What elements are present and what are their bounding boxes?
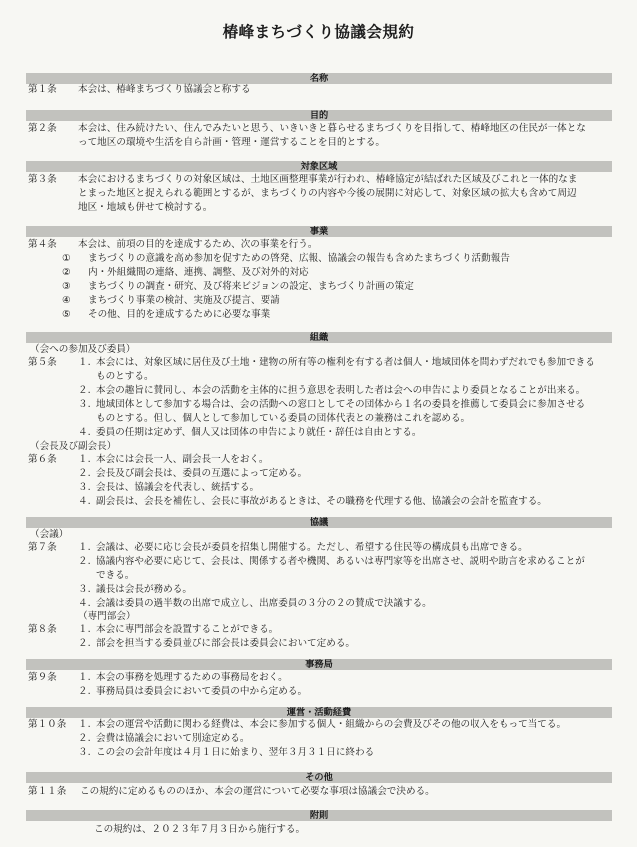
list-item: 会長は、協議会を代表し、統括する。 [96, 482, 260, 493]
list-item: この会の会計年度は４月１日に始まり、翌年３月３１日に終わる [96, 747, 375, 758]
article-text: って地区の環境や生活を自ら計画・管理・運営することを目的とする。 [78, 137, 385, 148]
list-item: 本会の運営や活動に関わる経費は、本会に参加する個人・組織からの会費及びその他の収入をもって当てる。 [96, 719, 567, 730]
list-number: ３. [78, 482, 91, 493]
list-number: ③ [62, 281, 71, 292]
list-number: ① [62, 253, 71, 264]
article-text: とまった地区と捉えられる範囲とするが、まちづくりの内容や今後の展開に対応して、対象区域の拡大も含めて周辺 [78, 188, 577, 199]
list-item: 本会の事務を処理するための事務局をおく。 [96, 672, 288, 683]
article-number: 第６条 [28, 454, 57, 465]
list-item: 本会の趣旨に賛同し、本会の活動を主体的に担う意思を表明した者は会への申告により委員となることが出来る。 [96, 385, 586, 396]
list-item: 本会に専門部会を設置することができる。 [96, 624, 279, 635]
list-number: １. [78, 454, 91, 465]
list-number: ２. [78, 638, 91, 649]
list-number: ２. [78, 686, 91, 697]
list-number: １. [78, 719, 91, 730]
section-heading-purpose: 目的 [26, 110, 612, 121]
section-heading-secretariat: 事務局 [26, 659, 612, 670]
section-heading-area: 対象区域 [26, 161, 612, 172]
article-number: 第３条 [28, 174, 57, 185]
list-number: ２. [78, 385, 91, 396]
list-number: ② [62, 267, 71, 278]
list-item: 内・外組織間の連絡、連携、調整、及び対外的対応 [88, 267, 309, 278]
article-number: 第８条 [28, 624, 57, 635]
list-item: できる。 [96, 570, 135, 581]
subsection-heading: （専門部会） [78, 611, 136, 622]
list-item: 部会を担当する委員並びに部会長は委員会において定める。 [96, 638, 356, 649]
list-number: ２. [78, 733, 91, 744]
list-item: まちづくりの調査・研究、及び将来ビジョンの設定、まちづくり計画の策定 [88, 281, 414, 292]
list-item: 委員の任期は定めず、個人又は団体の申告により就任・辞任は自由とする。 [96, 427, 422, 438]
list-number: ④ [62, 295, 71, 306]
list-item: 事務局員は委員会において委員の中から定める。 [96, 686, 308, 697]
section-heading-supplementary: 附則 [26, 810, 612, 821]
list-number: ３. [78, 584, 91, 595]
list-number: １. [78, 624, 91, 635]
list-number: ４. [78, 427, 91, 438]
list-number: １. [78, 357, 91, 368]
article-text: 本会は、住み続けたい、住んでみたいと思う、いきいきと暮らせるまちづくりを目指して、椿峰地区の住民が一体とな [78, 123, 586, 134]
article-number: 第７条 [28, 542, 57, 553]
subsection-heading: （会への参加及び委員） [30, 344, 136, 355]
list-number: ３. [78, 747, 91, 758]
list-item: 会議は、必要に応じ会長が委員を招集し開催する。ただし、希望する住民等の構成員も出席できる。 [96, 542, 528, 553]
list-item: 副会長は、会長を補佐し、会長に事故があるときは、その職務を代理する他、協議会の会計を監査する。 [96, 496, 547, 507]
article-number: 第５条 [28, 357, 57, 368]
list-item: 協議内容や必要に応じて、会長は、関係する者や機関、あるいは専門家等を出席させ、説明や助言を求めることが [96, 556, 585, 567]
article-text: 本会は、前項の目的を達成するため、次の事業を行う。 [78, 239, 318, 250]
list-item: 本会には会長一人、副会長一人をおく。 [96, 454, 269, 465]
list-item: 会長及び副会長は、委員の互選によって定める。 [96, 468, 308, 479]
list-item: まちづくり事業の検討、実施及び提言、要請 [88, 295, 280, 306]
section-heading-other: その他 [26, 772, 612, 783]
list-item: その他、目的を達成するために必要な事業 [88, 309, 271, 320]
article-text: 本会は、椿峰まちづくり協議会と称する [78, 84, 251, 95]
list-number: ２. [78, 556, 91, 567]
section-heading-projects: 事業 [26, 226, 612, 237]
article-text: 地区・地域も併せて検討する。 [78, 202, 213, 213]
subsection-heading: （会長及び副会長） [30, 441, 117, 452]
article-number: 第１０条 [28, 719, 67, 730]
subsection-heading: （会議） [30, 529, 69, 540]
document-title: 椿峰まちづくり協議会規約 [222, 23, 415, 41]
list-item: 会費は協議会において別途定める。 [96, 733, 250, 744]
list-item: ものとする。 [96, 371, 154, 382]
list-number: ４. [78, 496, 91, 507]
list-item: ものとする。但し、個人として参加している委員の団体代表との兼務はこれを認める。 [96, 413, 471, 424]
list-number: ４. [78, 598, 91, 609]
list-item: 本会には、対象区域に居住及び土地・建物の所有等の権利を有する者は個人・地域団体を問わずだれでも参加できる [96, 357, 595, 368]
list-number: １. [78, 542, 91, 553]
supplementary-text: この規約は、２０２３年７月３日から施行する。 [94, 824, 306, 835]
article-text: 本会におけるまちづくりの対象区域は、土地区画整理事業が行われ、椿峰協定が結ばれた区域及びこれと一体的なま [78, 174, 578, 185]
article-number: 第９条 [28, 672, 57, 683]
section-heading-expenses: 運営・活動経費 [26, 707, 612, 718]
section-heading-organization: 組織 [26, 332, 612, 343]
article-number: 第４条 [28, 239, 57, 250]
section-heading-meetings: 協議 [26, 517, 612, 528]
list-number: ２. [78, 468, 91, 479]
list-item: まちづくりの意識を高め参加を促すための啓発、広報、協議会の報告も含めたまちづくり活動報告 [88, 253, 510, 264]
list-item: 議長は会長が務める。 [96, 584, 192, 595]
article-text: この規約に定めるもののほか、本会の運営について必要な事項は協議会で決める。 [80, 786, 435, 797]
list-item: 会議は委員の過半数の出席で成立し、出席委員の３分の２の賛成で決議する。 [96, 598, 432, 609]
list-number: １. [78, 672, 91, 683]
list-number: ⑤ [62, 309, 71, 320]
list-number: ３. [78, 399, 91, 410]
article-number: 第１１条 [28, 786, 67, 797]
article-number: 第２条 [28, 123, 57, 134]
article-number: 第１条 [28, 84, 57, 95]
section-heading-name: 名称 [26, 73, 612, 84]
list-item: 地域団体として参加する場合は、会の活動への窓口としてその団体から１名の委員を推薦して委員会に参加させる [96, 399, 586, 410]
